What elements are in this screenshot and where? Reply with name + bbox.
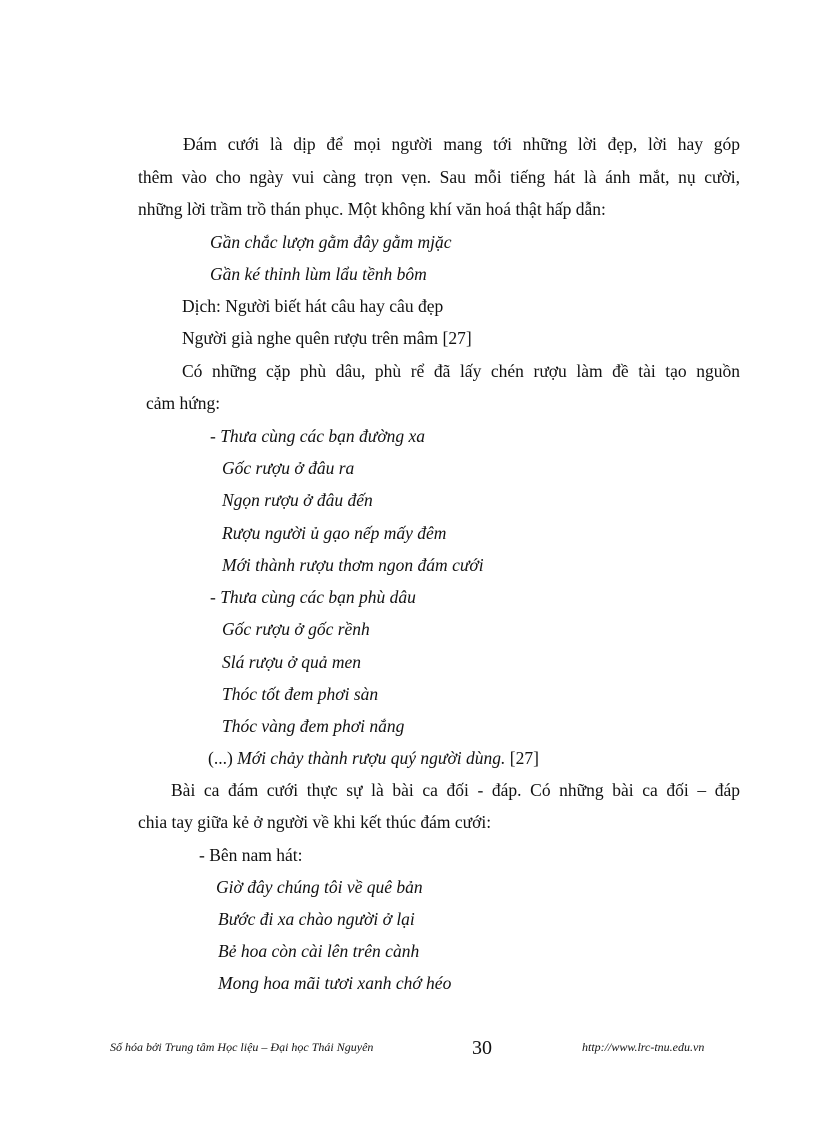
verse-closing-text: Mới chảy thành rượu quý người dùng. (237, 748, 506, 768)
ellipsis-prefix: (...) (208, 748, 238, 768)
verse-line: Bước đi xa chào người ở lại (218, 909, 415, 929)
page-number: 30 (472, 1037, 492, 1059)
translation-line: Dịch: Người biết hát câu hay câu đẹp (182, 296, 444, 316)
translation-line: Người già nghe quên rượu trên mâm [27] (182, 328, 472, 348)
footer-source: Số hóa bởi Trung tâm Học liệu – Đại học Thái Nguyên (110, 1040, 374, 1054)
verse-line: Mới thành rượu thơm ngon đám cưới (222, 555, 484, 575)
verse-line: Gốc rượu ở gốc rềnh (222, 619, 370, 639)
verse-line: Mong hoa mãi tươi xanh chớ héo (218, 973, 452, 993)
verse-line: - Thưa cùng các bạn đường xa (210, 426, 426, 446)
verse-line: Thóc vàng đem phơi nắng (222, 716, 405, 736)
verse-line: Gần ké thỉnh lùm lẩu tềnh bôm (210, 264, 427, 284)
verse-line: Ngọn rượu ở đâu đến (222, 490, 373, 510)
verse-line: Giờ đây chúng tôi về quê bản (216, 877, 423, 897)
verse-line: Thóc tốt đem phơi sàn (222, 684, 379, 704)
verse-line: Gần chắc lượn gằm đây gằm mjặc (210, 232, 452, 252)
citation-ref: [27] (505, 748, 539, 768)
paragraph-line: thêm vào cho ngày vui càng trọn vẹn. Sau mỗi tiếng hát là ánh mắt, nụ cười, (138, 167, 740, 187)
paragraph-line: Bài ca đám cưới thực sự là bài ca đối - đáp. Có những bài ca đối – đáp (171, 780, 740, 800)
speaker-label: - Bên nam hát: (199, 845, 303, 865)
paragraph-line: chia tay giữa kẻ ở người về khi kết thúc đám cưới: (138, 812, 492, 832)
paragraph-line: Có những cặp phù dâu, phù rể đã lấy chén rượu làm đề tài tạo nguồn (182, 361, 740, 381)
paragraph-line: cảm hứng: (146, 393, 221, 413)
verse-line: Slá rượu ở quả men (222, 652, 362, 672)
paragraph-line: những lời trầm trồ thán phục. Một không khí văn hoá thật hấp dẫn: (138, 199, 606, 219)
paragraph-line: Đám cưới là dịp để mọi người mang tới những lời đẹp, lời hay góp (183, 134, 740, 154)
verse-line: Rượu người ủ gạo nếp mấy đêm (222, 523, 447, 543)
footer-url: http://www.lrc-tnu.edu.vn (582, 1040, 705, 1054)
verse-line: - Thưa cùng các bạn phù dâu (210, 587, 416, 607)
verse-line: Bẻ hoa còn cài lên trên cành (218, 941, 420, 961)
verse-line-closing (208, 747, 539, 769)
verse-line: Gốc rượu ở đâu ra (222, 458, 355, 478)
